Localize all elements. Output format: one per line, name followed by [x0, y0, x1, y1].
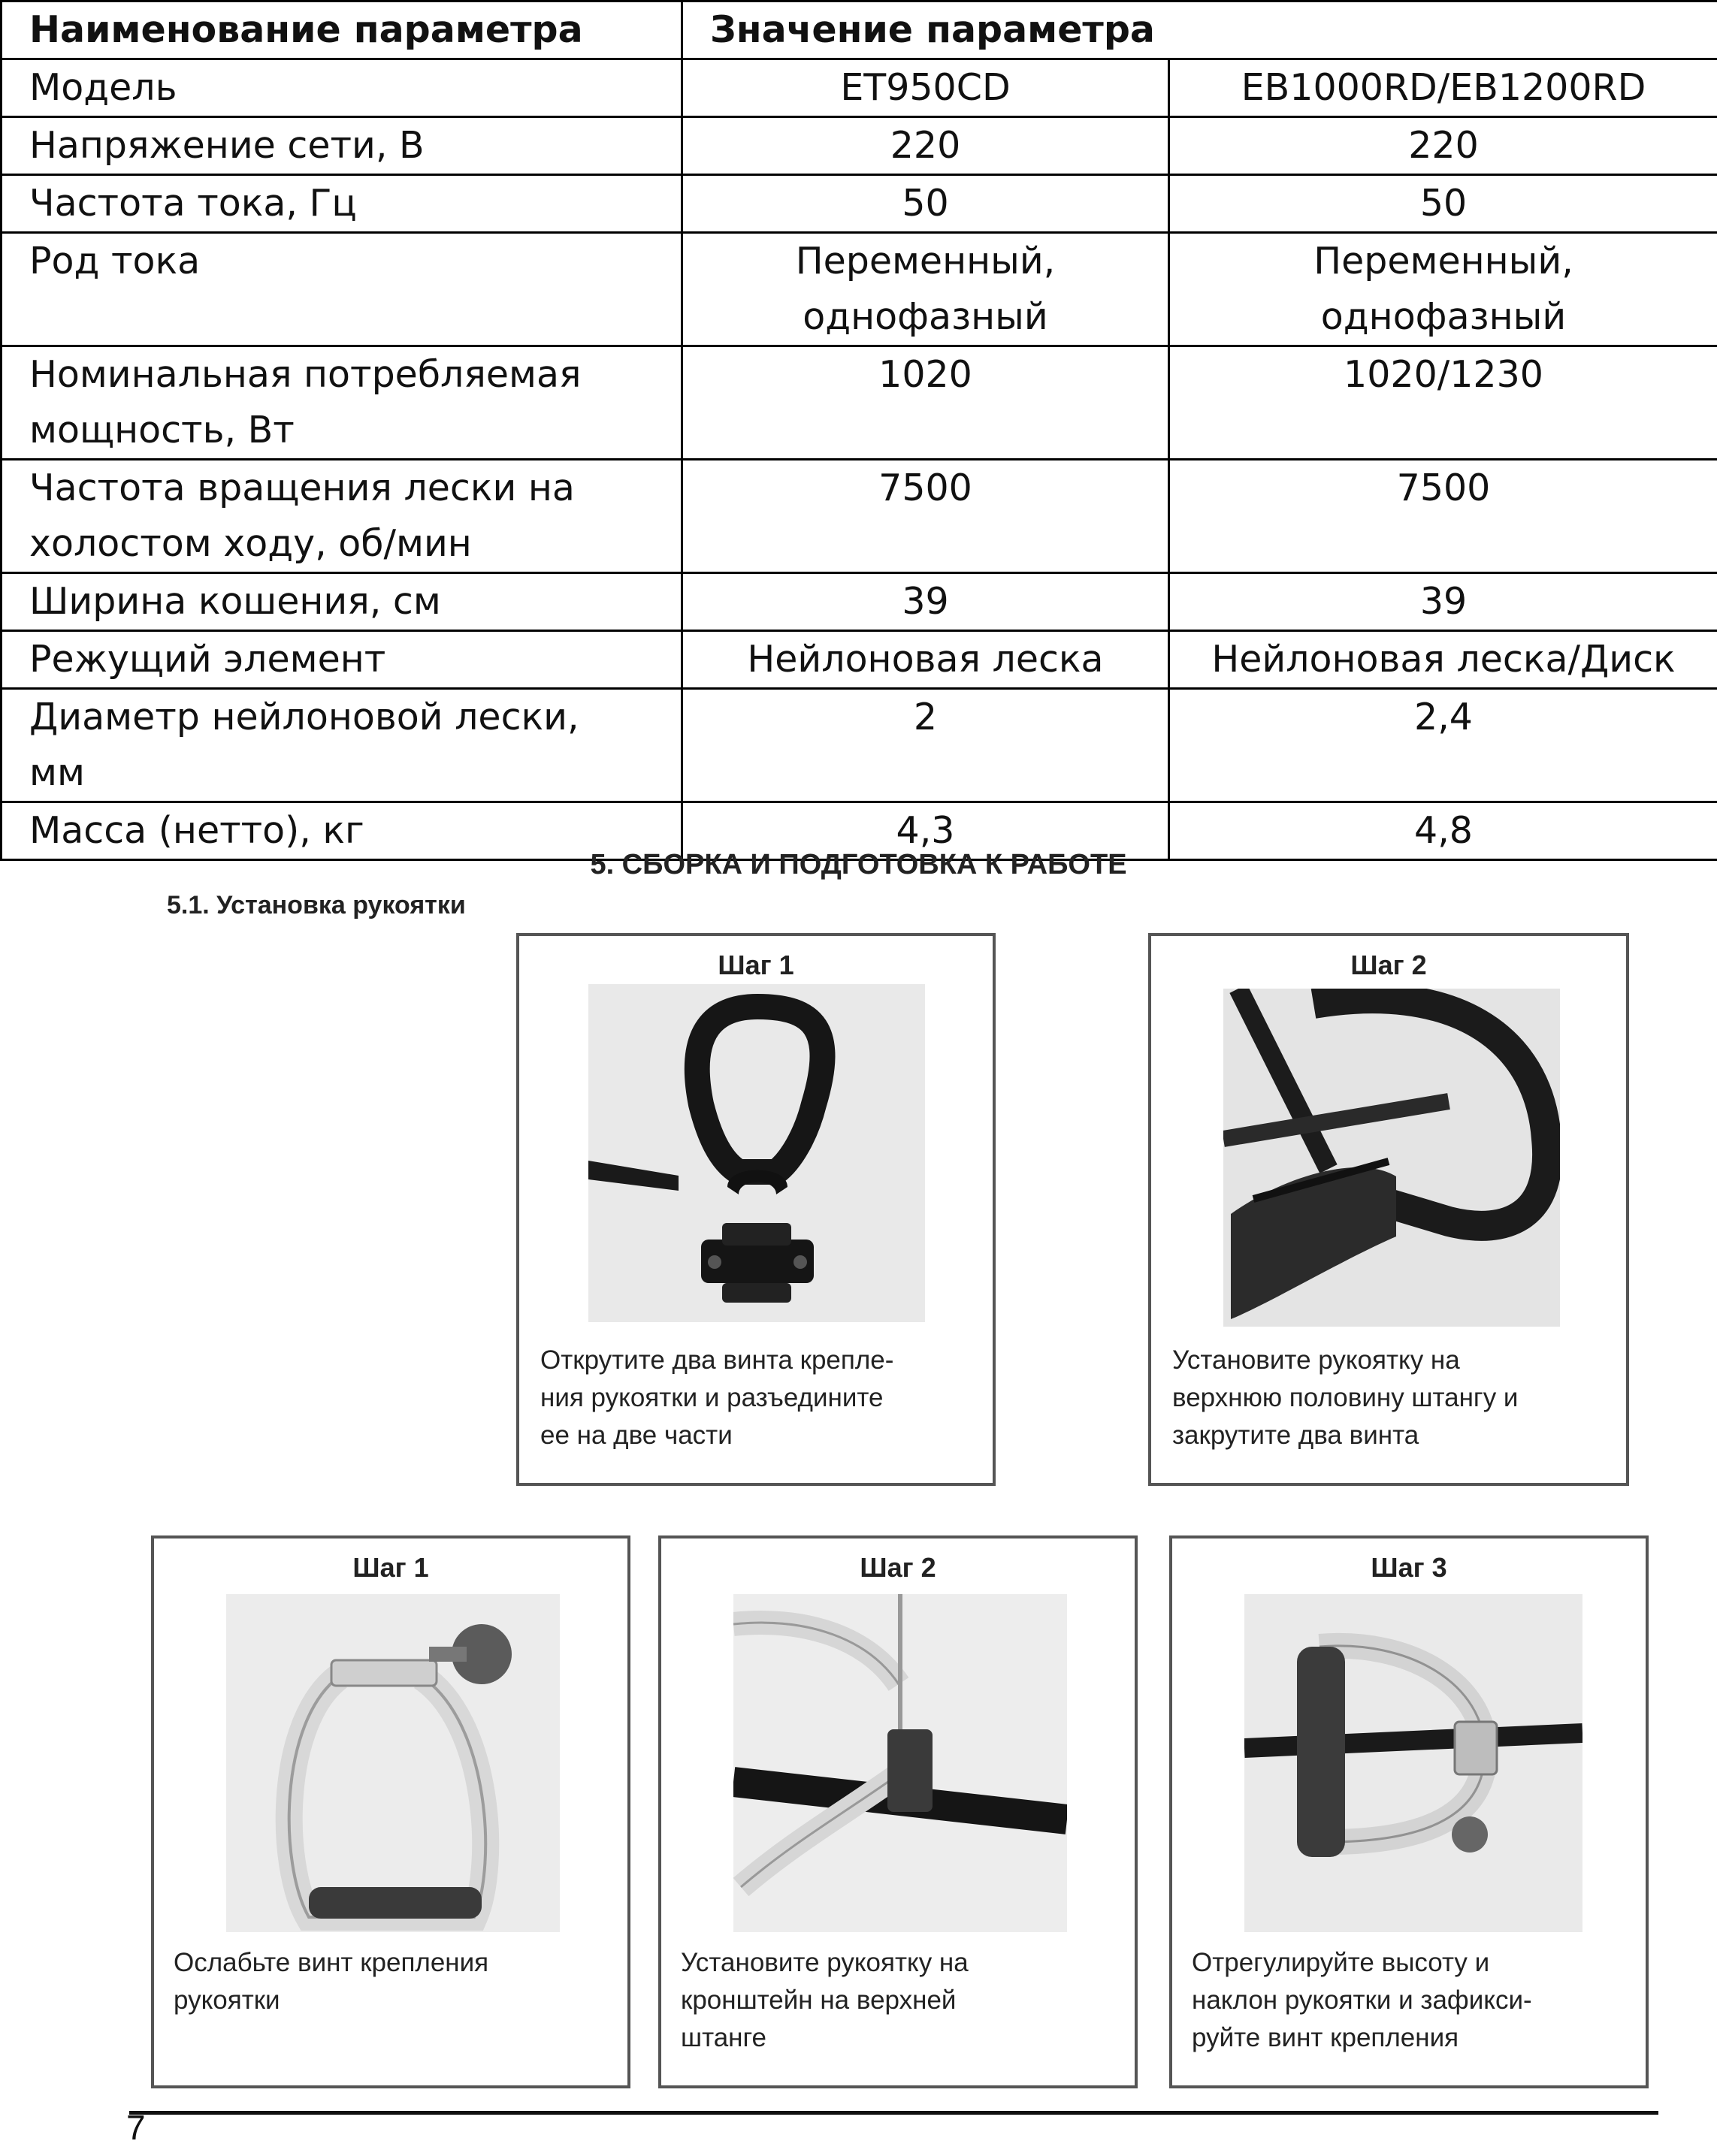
header-param: Наименование параметра — [2, 2, 682, 59]
step-caption — [681, 1944, 1124, 2057]
step-box-top-2 — [1148, 933, 1629, 1486]
row-value-a: 7500 — [682, 460, 1169, 573]
step-label: Шаг 1 — [718, 950, 794, 980]
step-box-top-1 — [516, 933, 996, 1486]
step-box-bottom-3 — [1169, 1535, 1649, 2088]
header-value: Значение параметра — [682, 2, 1717, 59]
row-value-b: 4,8 — [1169, 802, 1717, 860]
loosen-screw-illustration — [226, 1594, 560, 1932]
row-value-b: 39 — [1169, 573, 1717, 631]
subsection-title: 5.1. Установка рукоятки — [167, 891, 466, 919]
adjust-handle-illustration — [1244, 1594, 1582, 1932]
table-row — [2, 175, 1717, 233]
spec-table — [0, 0, 1717, 861]
row-value-b: 2,4 — [1169, 689, 1717, 802]
row-param-line: холостом ходу, об/мин — [29, 522, 472, 565]
section-title: 5. СБОРКА И ПОДГОТОВКА К РАБОТЕ — [590, 849, 1127, 880]
row-param: Модель — [2, 59, 682, 117]
caption-line: руйте винт крепления — [1192, 2023, 1459, 2052]
step-label: Шаг 1 — [352, 1552, 429, 1583]
row-param — [2, 689, 682, 802]
row-value-a: ET950CD — [682, 59, 1169, 117]
caption-line: Установите рукоятку на — [1172, 1345, 1460, 1375]
handle-parts-illustration — [588, 984, 925, 1322]
row-param-line: Диаметр нейлоновой лески, — [29, 696, 579, 738]
value-line: Переменный, — [1313, 240, 1573, 282]
row-value-b: 220 — [1169, 117, 1717, 175]
row-value-a: 220 — [682, 117, 1169, 175]
table-row — [2, 460, 1717, 573]
value-line: Переменный, — [795, 240, 1056, 282]
row-value-a: 50 — [682, 175, 1169, 233]
row-value-b: 7500 — [1169, 460, 1717, 573]
row-value-a: 39 — [682, 573, 1169, 631]
value-line: однофазный — [803, 295, 1048, 338]
table-row — [2, 689, 1717, 802]
caption-line: Ослабьте винт крепления — [174, 1948, 489, 1977]
table-row — [2, 346, 1717, 460]
caption-line: наклон рукоятки и зафикси- — [1192, 1985, 1532, 2015]
row-param-line: Частота вращения лески на — [29, 467, 575, 509]
row-param — [2, 460, 682, 573]
value-line: однофазный — [1320, 295, 1567, 338]
caption-line: Открутите два винта крепле- — [540, 1345, 894, 1375]
row-param — [2, 346, 682, 460]
table-row — [2, 59, 1717, 117]
row-value-a: 1020 — [682, 346, 1169, 460]
caption-line: закрутите два винта — [1172, 1421, 1419, 1450]
step-box-bottom-1 — [151, 1535, 630, 2088]
handle-mount-illustration — [1223, 989, 1560, 1327]
row-param: Режущий элемент — [2, 631, 682, 689]
handle-mount-photo — [1223, 989, 1560, 1327]
step-caption — [1172, 1342, 1616, 1454]
page-number: 7 — [126, 2108, 146, 2147]
handle-bracket-photo — [733, 1594, 1067, 1932]
caption-line: Отрегулируйте высоту и — [1192, 1948, 1490, 1977]
step-box-bottom-2 — [658, 1535, 1138, 2088]
step-label: Шаг 2 — [860, 1552, 936, 1583]
footer-rule — [129, 2111, 1658, 2115]
row-value-b: 50 — [1169, 175, 1717, 233]
handle-bracket-illustration — [733, 1594, 1067, 1932]
row-value-a: 2 — [682, 689, 1169, 802]
caption-line: рукоятки — [174, 1985, 280, 2015]
row-param: Ширина кошения, см — [2, 573, 682, 631]
row-param-line: мощность, Вт — [29, 409, 295, 451]
caption-line: ния рукоятки и разъедините — [540, 1383, 884, 1412]
step-label: Шаг 3 — [1371, 1552, 1447, 1583]
loosen-screw-photo — [226, 1594, 560, 1932]
row-param-line: Номинальная потребляемая — [29, 353, 582, 396]
step-caption — [1192, 1944, 1635, 2057]
row-value-a: Нейлоновая леска — [682, 631, 1169, 689]
row-param-line: Род тока — [29, 240, 201, 282]
table-row — [2, 631, 1717, 689]
caption-line: Установите рукоятку на — [681, 1948, 969, 1977]
row-param — [2, 233, 682, 346]
adjust-handle-photo — [1244, 1594, 1582, 1932]
caption-line: кронштейн на верхней — [681, 1985, 957, 2015]
row-value-b: EB1000RD/EB1200RD — [1169, 59, 1717, 117]
row-param: Масса (нетто), кг — [2, 802, 682, 860]
row-param: Напряжение сети, В — [2, 117, 682, 175]
row-value-a — [682, 233, 1169, 346]
step-label: Шаг 2 — [1350, 950, 1427, 980]
caption-line: верхнюю половину штангу и — [1172, 1383, 1519, 1412]
caption-line: ее на две части — [540, 1421, 733, 1450]
table-row — [2, 573, 1717, 631]
step-caption — [540, 1342, 976, 1454]
table-row — [2, 233, 1717, 346]
row-param-line: мм — [29, 751, 85, 794]
table-header-row — [2, 2, 1717, 59]
row-value-a: 4,3 — [682, 802, 1169, 860]
row-value-b — [1169, 233, 1717, 346]
caption-line: штанге — [681, 2023, 766, 2052]
row-value-b: 1020/1230 — [1169, 346, 1717, 460]
table-row — [2, 117, 1717, 175]
step-caption — [174, 1944, 617, 2019]
row-value-b: Нейлоновая леска/Диск — [1169, 631, 1717, 689]
handle-parts-photo — [588, 984, 925, 1322]
row-param: Частота тока, Гц — [2, 175, 682, 233]
